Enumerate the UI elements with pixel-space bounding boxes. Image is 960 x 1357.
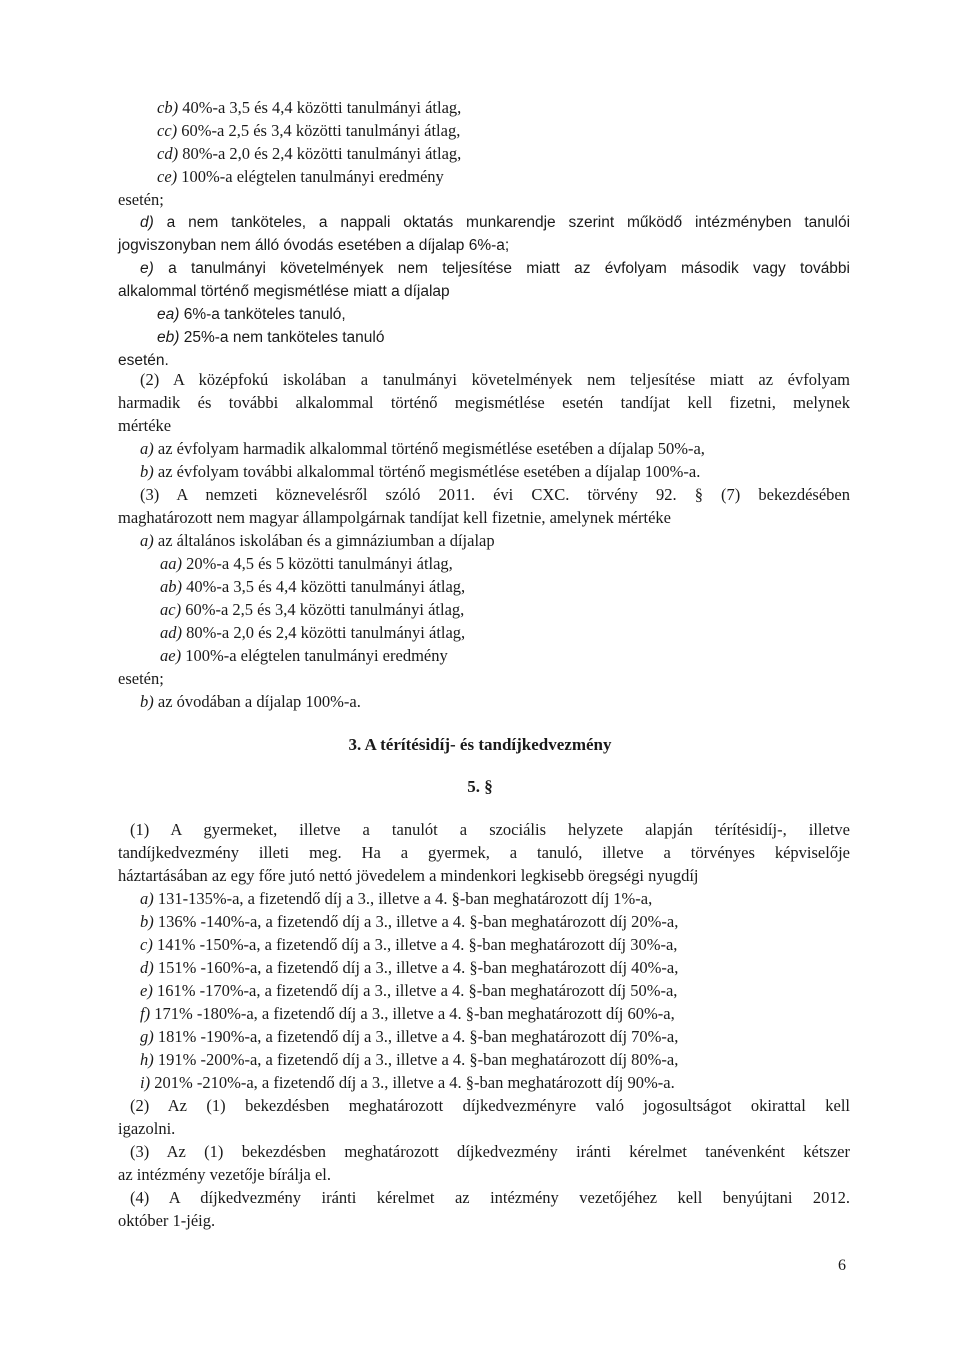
item-label: ce) xyxy=(157,167,178,186)
list-item xyxy=(140,935,677,955)
list-item xyxy=(160,554,453,574)
item-label: ea) xyxy=(157,306,180,323)
item-label: d) xyxy=(140,958,154,977)
paragraph-line xyxy=(118,393,850,413)
item-text: 181% -190%-a, a fizetendő díj a 3., illetve a 4. §-ban meghatározott díj 70%-a, xyxy=(157,1027,679,1046)
list-item xyxy=(160,600,464,620)
text-line xyxy=(118,1165,331,1185)
text-line xyxy=(118,282,450,302)
item-text: 161% -170%-a, a fizetendő díj a 3., illetve a 4. §-ban meghatározott díj 50%-a, xyxy=(156,981,678,1000)
item-text: 100%-a elégtelen tanulmányi eredmény xyxy=(181,167,444,186)
item-text: 25%-a nem tanköteles tanuló xyxy=(183,329,385,346)
list-item xyxy=(140,1050,678,1070)
item-text: 131-135%-a, a fizetendő díj a 3., illetve a 4. §-ban meghatározott díj 1%-a, xyxy=(157,889,653,908)
paragraph-line xyxy=(118,1142,850,1162)
item-text: (3) A nemzeti köznevelésről szóló 2011. évi CXC. törvény 92. § (7) bekezdésében xyxy=(140,485,850,504)
item-label: c) xyxy=(140,935,153,954)
item-text: az intézmény vezetője bírálja el. xyxy=(118,1165,332,1184)
item-text: mértéke xyxy=(118,416,172,435)
item-text: 136% -140%-a, a fizetendő díj a 3., illetve a 4. §-ban meghatározott díj 20%-a, xyxy=(157,912,679,931)
item-text: 171% -180%-a, a fizetendő díj a 3., illetve a 4. §-ban meghatározott díj 60%-a, xyxy=(154,1004,675,1023)
text-line xyxy=(118,1119,175,1139)
page-number: 6 xyxy=(838,1257,846,1274)
text-line xyxy=(118,351,169,371)
list-item xyxy=(140,889,652,909)
item-text: az általános iskolában és a gimnáziumban a díjalap xyxy=(157,531,495,550)
item-text: 60%-a 2,5 és 3,4 közötti tanulmányi átlag, xyxy=(181,121,461,140)
item-label: aa) xyxy=(160,554,182,573)
list-item xyxy=(157,121,460,141)
item-text: 80%-a 2,0 és 2,4 közötti tanulmányi átlag, xyxy=(182,144,462,163)
item-label: b) xyxy=(140,912,154,931)
list-item xyxy=(157,305,346,325)
item-label: g) xyxy=(140,1027,154,1046)
list-item xyxy=(140,462,700,482)
item-text: igazolni. xyxy=(118,1119,176,1138)
item-label: ac) xyxy=(160,600,182,619)
list-item xyxy=(160,623,465,643)
text-line xyxy=(118,236,509,256)
list-item xyxy=(140,439,705,459)
item-label: a) xyxy=(140,439,154,458)
item-text: 40%-a 3,5 és 4,4 közötti tanulmányi átlag, xyxy=(182,98,462,117)
item-label: a) xyxy=(140,889,154,908)
list-item xyxy=(140,912,678,932)
item-text: a nem tanköteles, a nappali oktatás munkarendje szerint működő intézményben tanulói xyxy=(166,214,851,231)
list-item xyxy=(140,1027,678,1047)
item-text: háztartásában az egy főre jutó nettó jövedelem a mindenkori legkisebb öregségi nyugdíj xyxy=(118,866,699,885)
item-text: 100%-a elégtelen tanulmányi eredmény xyxy=(185,646,448,665)
list-item xyxy=(160,577,465,597)
paragraph-line xyxy=(118,1188,850,1208)
item-label: cb) xyxy=(157,98,179,117)
item-text: (2) A középfokú iskolában a tanulmányi követelmények nem teljesítése miatt az évfolyam xyxy=(140,370,850,389)
item-text: maghatározott nem magyar állampolgárnak tandíjat kell fizetnie, amelynek mértéke xyxy=(118,508,671,527)
item-text: 20%-a 4,5 és 5 közötti tanulmányi átlag, xyxy=(186,554,453,573)
list-item xyxy=(140,692,361,712)
list-item xyxy=(157,328,385,348)
item-text: október 1-jéig. xyxy=(118,1211,216,1230)
item-text: a tanulmányi követelmények nem teljesítése miatt az évfolyam második vagy további xyxy=(168,260,850,277)
item-label: e) xyxy=(140,260,154,277)
text-line xyxy=(118,190,164,210)
item-label: ae) xyxy=(160,646,182,665)
item-text: 6%-a tanköteles tanuló, xyxy=(183,306,346,323)
list-item xyxy=(140,531,495,551)
item-text: harmadik és további alkalommal történő megismétlése esetén tandíjat kell fizetni, melynek xyxy=(118,393,850,412)
list-item xyxy=(118,213,850,233)
item-text: az óvodában a díjalap 100%-a. xyxy=(157,692,361,711)
item-text: 60%-a 2,5 és 3,4 közötti tanulmányi átlag, xyxy=(185,600,465,619)
text-line xyxy=(118,416,171,436)
item-text: 141% -150%-a, a fizetendő díj a 3., illetve a 4. §-ban meghatározott díj 30%-a, xyxy=(156,935,678,954)
list-item xyxy=(157,167,444,187)
item-label: i) xyxy=(140,1073,151,1092)
paragraph-line xyxy=(118,843,850,863)
section-title: 3. A térítésidíj- és tandíjkedvezmény xyxy=(348,735,612,754)
paragraph-line xyxy=(118,820,850,840)
item-text: 151% -160%-a, a fizetendő díj a 3., illetve a 4. §-ban meghatározott díj 40%-a, xyxy=(157,958,679,977)
item-text: (1) A gyermeket, illetve a tanulót a szociális helyzete alapján térítésidíj-, illetve xyxy=(130,820,850,839)
item-label: b) xyxy=(140,462,154,481)
item-text: alkalommal történő megismétlése miatt a díjalap xyxy=(118,283,450,300)
item-label: a) xyxy=(140,531,154,550)
list-item xyxy=(140,1073,675,1093)
item-label: cd) xyxy=(157,144,179,163)
item-label: d) xyxy=(140,214,154,231)
text-line xyxy=(118,866,699,886)
text-line xyxy=(118,508,671,528)
paragraph-line xyxy=(118,370,850,390)
item-text: az évfolyam további alkalommal történő megismétlése esetében a díjalap 100%-a. xyxy=(157,462,701,481)
item-text: jogviszonyban nem álló óvodás esetében a díjalap 6%-a; xyxy=(118,237,510,254)
list-item xyxy=(140,958,678,978)
item-text: az évfolyam harmadik alkalommal történő megismétlése esetében a díjalap 50%-a, xyxy=(157,439,705,458)
item-text: esetén; xyxy=(118,190,164,209)
item-text: (4) A díjkedvezmény iránti kérelmet az intézmény vezetőjéhez kell benyújtani 2012. xyxy=(130,1188,850,1207)
text-line xyxy=(118,669,164,689)
item-text: 80%-a 2,0 és 2,4 közötti tanulmányi átlag, xyxy=(186,623,466,642)
item-label: b) xyxy=(140,692,154,711)
item-label: h) xyxy=(140,1050,154,1069)
item-text: 191% -200%-a, a fizetendő díj a 3., illetve a 4. §-ban meghatározott díj 80%-a, xyxy=(157,1050,679,1069)
list-item xyxy=(157,98,461,118)
item-label: f) xyxy=(140,1004,151,1023)
item-text: tandíjkedvezmény illeti meg. Ha a gyermek, a tanuló, illetve a törvényes képviselője xyxy=(118,843,850,862)
item-text: (2) Az (1) bekezdésben meghatározott díjkedvezményre való jogosultságot okirattal kell xyxy=(130,1096,850,1115)
item-text: esetén. xyxy=(118,352,169,369)
list-item xyxy=(118,259,850,279)
item-text: 201% -210%-a, a fizetendő díj a 3., illetve a 4. §-ban meghatározott díj 90%-a. xyxy=(154,1073,675,1092)
item-label: ad) xyxy=(160,623,182,642)
list-item xyxy=(160,646,448,666)
paragraph-line xyxy=(118,485,850,505)
list-item xyxy=(157,144,461,164)
list-item xyxy=(140,1004,675,1024)
text-line xyxy=(118,1211,215,1231)
item-label: cc) xyxy=(157,121,178,140)
list-item xyxy=(140,981,677,1001)
item-label: eb) xyxy=(157,329,180,346)
item-label: ab) xyxy=(160,577,182,596)
item-text: esetén; xyxy=(118,669,164,688)
paragraph-line xyxy=(118,1096,850,1116)
item-text: (3) Az (1) bekezdésben meghatározott díjkedvezmény iránti kérelmet tanévenként kétszer xyxy=(130,1142,850,1161)
item-label: e) xyxy=(140,981,153,1000)
item-text: 40%-a 3,5 és 4,4 közötti tanulmányi átlag, xyxy=(186,577,466,596)
section-number: 5. § xyxy=(467,777,493,796)
